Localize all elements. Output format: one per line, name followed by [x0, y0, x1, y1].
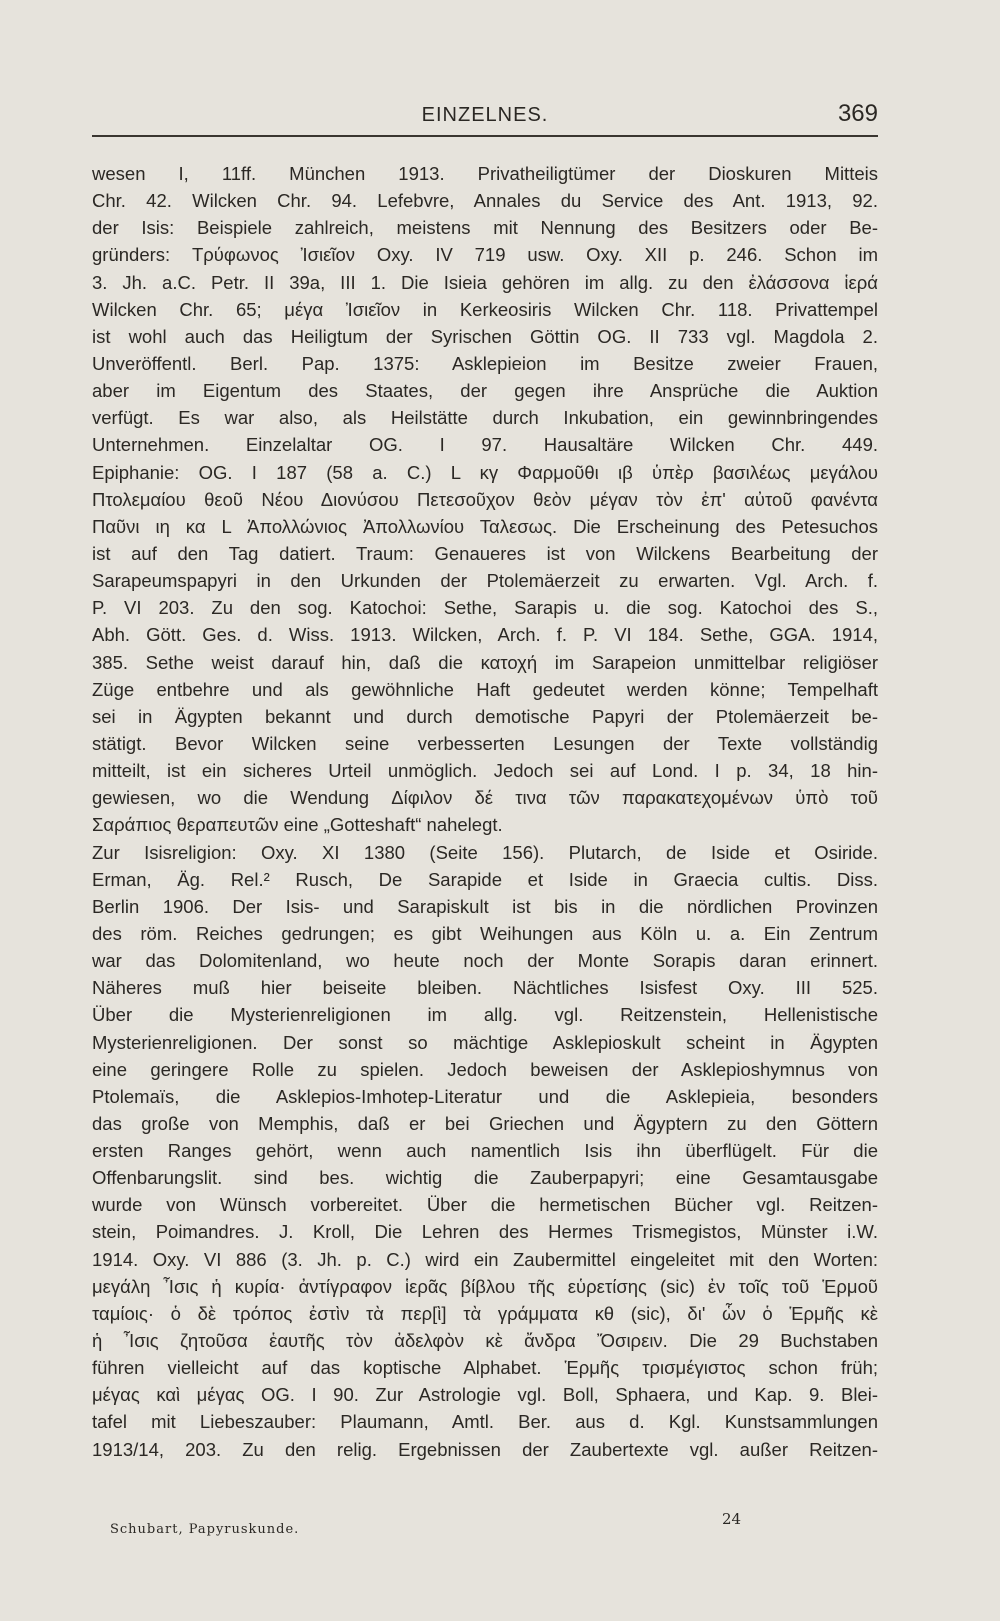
text-line: Epiphanie: OG. I 187 (58 a. C.) L κγ Φαρμοῦθι ιβ ὑπὲρ βασιλέως μεγάλου: [92, 461, 878, 483]
page-footer: [92, 1510, 878, 1548]
text-line: ist auf den Tag datiert. Traum: Genaueres ist von Wilckens Bearbeitung der: [92, 542, 878, 564]
text-line: der Isis: Beispiele zahlreich, meistens mit Nennung des Besitzers oder Be-: [92, 217, 878, 239]
text-line: tafel mit Liebeszauber: Plaumann, Amtl. Ber. aus d. Kgl. Kunstsammlungen: [92, 1411, 878, 1433]
text-line: sei in Ägypten bekannt und durch demotische Papyri der Ptolemäerzeit be-: [92, 705, 878, 727]
text-line: Sarapeumspapyri in den Urkunden der Ptolemäerzeit zu erwarten. Vgl. Arch. f.: [92, 570, 878, 592]
body-text: [92, 160, 878, 1463]
text-line: war das Dolomitenland, wo heute noch der Monte Sorapis daran erinnert.: [92, 950, 878, 972]
page-header: [92, 98, 878, 136]
sheet-signature-number: 24: [722, 1510, 742, 1528]
text-line: stein, Poimandres. J. Kroll, Die Lehren des Hermes Trismegistos, Münster i.W.: [92, 1221, 878, 1243]
text-line: Näheres muß hier beiseite bleiben. Nächtliches Isisfest Oxy. III 525.: [92, 977, 878, 999]
text-line: Unveröffentl. Berl. Pap. 1375: Asklepieion im Besitze zweier Frauen,: [92, 352, 878, 374]
header-rule: [92, 135, 878, 137]
text-line: Erman, Äg. Rel.² Rusch, De Sarapide et Iside in Graecia cultis. Diss.: [92, 868, 878, 890]
text-line: 1914. Oxy. VI 886 (3. Jh. p. C.) wird ein Zaubermittel eingeleitet mit den Worten:: [92, 1248, 878, 1270]
text-line: gründers: Τρύφωνος Ἰσιεῖον Oxy. IV 719 usw. Oxy. XII p. 246. Schon im: [92, 244, 878, 266]
text-line: Chr. 42. Wilcken Chr. 94. Lefebvre, Annales du Service des Ant. 1913, 92.: [92, 190, 878, 212]
text-line: eine geringere Rolle zu spielen. Jedoch beweisen der Asklepioshymnus von: [92, 1058, 878, 1080]
text-line: gewiesen, wo die Wendung Δίφιλον δέ τινα τῶν παρακατεχομένων ὑπὸ τοῦ: [92, 787, 878, 809]
text-line: Wilcken Chr. 65; μέγα Ἰσιεῖον in Kerkeosiris Wilcken Chr. 118. Privattempel: [92, 298, 878, 320]
text-line: Σαράπιος θεραπευτῶν eine „Gotteshaft“ nahelegt.: [92, 814, 503, 836]
text-line: Mysterienreligionen. Der sonst so mächtige Asklepioskult scheint in Ägypten: [92, 1031, 878, 1053]
text-line: wesen I, 11ff. München 1913. Privatheiligtümer der Dioskuren Mitteis: [92, 163, 878, 184]
text-line: aber im Eigentum des Staates, der gegen ihre Ansprüche die Auktion: [92, 380, 878, 402]
text-line: Züge entbehre und als gewöhnliche Haft gedeutet werden könne; Tempelhaft: [92, 678, 878, 700]
text-line: verfügt. Es war also, als Heilstätte durch Inkubation, ein gewinnbringendes: [92, 407, 878, 429]
text-line: stätigt. Bevor Wilcken seine verbesserten Lesungen der Texte vollständig: [92, 732, 878, 754]
text-line: Πτολεμαίου θεοῦ Νέου Διονύσου Πετεσοῦχον θεὸν μέγαν τὸν ἐπ' αὐτοῦ φανέντα: [92, 488, 878, 510]
text-line: ist wohl auch das Heiligtum der Syrischen Göttin OG. II 733 vgl. Magdola 2.: [92, 325, 878, 347]
text-line: Zur Isisreligion: Oxy. XI 1380 (Seite 156). Plutarch, de Iside et Osiride.: [92, 841, 878, 863]
text-line: ἡ Ἶσις ζητοῦσα ἑαυτῆς τὸν ἀδελφὸν κὲ ἄνδρα Ὄσιρειν. Die 29 Buchstaben: [92, 1330, 878, 1352]
text-line: ταμίοις· ὁ δὲ τρόπος ἐστὶν τὰ περ[ὶ] τὰ γράμματα κθ (sic), δι' ὧν ὁ Ἑρμῆς κὲ: [92, 1302, 878, 1324]
sheet-signature: Schubart, Papyruskunde.: [110, 1522, 300, 1537]
text-line: μέγας καὶ μέγας OG. I 90. Zur Astrologie vgl. Boll, Sphaera, und Kap. 9. Blei-: [92, 1384, 878, 1406]
text-line: 3. Jh. a.C. Petr. II 39a, III 1. Die Isieia gehören im allg. zu den ἐλάσσονα ἱερά: [92, 271, 878, 293]
text-line: μεγάλη Ἶσις ἡ κυρία· ἀντίγραφον ἱερᾶς βίβλου τῆς εὑρετίσης (sic) ἐν τοῖς τοῦ Ἑρμοῦ: [92, 1275, 878, 1297]
text-line: 1913/14, 203. Zu den relig. Ergebnissen der Zaubertexte vgl. außer Reitzen-: [92, 1438, 878, 1460]
text-line: Berlin 1906. Der Isis- und Sarapiskult ist bis in die nördlichen Provinzen: [92, 895, 878, 917]
text-line: ersten Ranges gehört, wenn auch namentlich Isis ihn überflügelt. Für die: [92, 1140, 878, 1162]
text-line: führen vielleicht auf das koptische Alphabet. Ἑρμῆς τρισμέγιστος schon früh;: [92, 1357, 878, 1379]
running-title: EINZELNES.: [421, 104, 549, 126]
text-line: des röm. Reiches gedrungen; es gibt Weihungen aus Köln u. a. Ein Zentrum: [92, 922, 878, 944]
text-line: 385. Sethe weist darauf hin, daß die κατοχή im Sarapeion unmittelbar religiöser: [92, 651, 878, 673]
page-number: 369: [837, 100, 878, 127]
text-line: Ptolemaïs, die Asklepios-Imhotep-Literatur und die Asklepieia, besonders: [92, 1085, 878, 1107]
text-line: Über die Mysterienreligionen im allg. vgl. Reitzenstein, Hellenistische: [92, 1004, 878, 1026]
text-line: mitteilt, ist ein sicheres Urteil unmöglich. Jedoch sei auf Lond. I p. 34, 18 hin-: [92, 760, 878, 782]
text-line: wurde von Wünsch vorbereitet. Über die hermetischen Bücher vgl. Reitzen-: [92, 1194, 878, 1216]
text-line: Offenbarungslit. sind bes. wichtig die Zauberpapyri; eine Gesamtausgabe: [92, 1167, 878, 1189]
text-line: Παῦνι ιη κα L Ἀπολλώνιος Ἀπολλωνίου Ταλεσως. Die Erscheinung des Petesuchos: [92, 515, 878, 537]
text-line: Unternehmen. Einzelaltar OG. I 97. Hausaltäre Wilcken Chr. 449.: [92, 434, 878, 456]
text-line: Abh. Gött. Ges. d. Wiss. 1913. Wilcken, Arch. f. P. VI 184. Sethe, GGA. 1914,: [92, 624, 878, 646]
text-line: das große von Memphis, daß er bei Griechen und Ägyptern zu den Göttern: [92, 1112, 878, 1134]
text-line: P. VI 203. Zu den sog. Katochoi: Sethe, Sarapis u. die sog. Katochoi des S.,: [92, 597, 878, 619]
